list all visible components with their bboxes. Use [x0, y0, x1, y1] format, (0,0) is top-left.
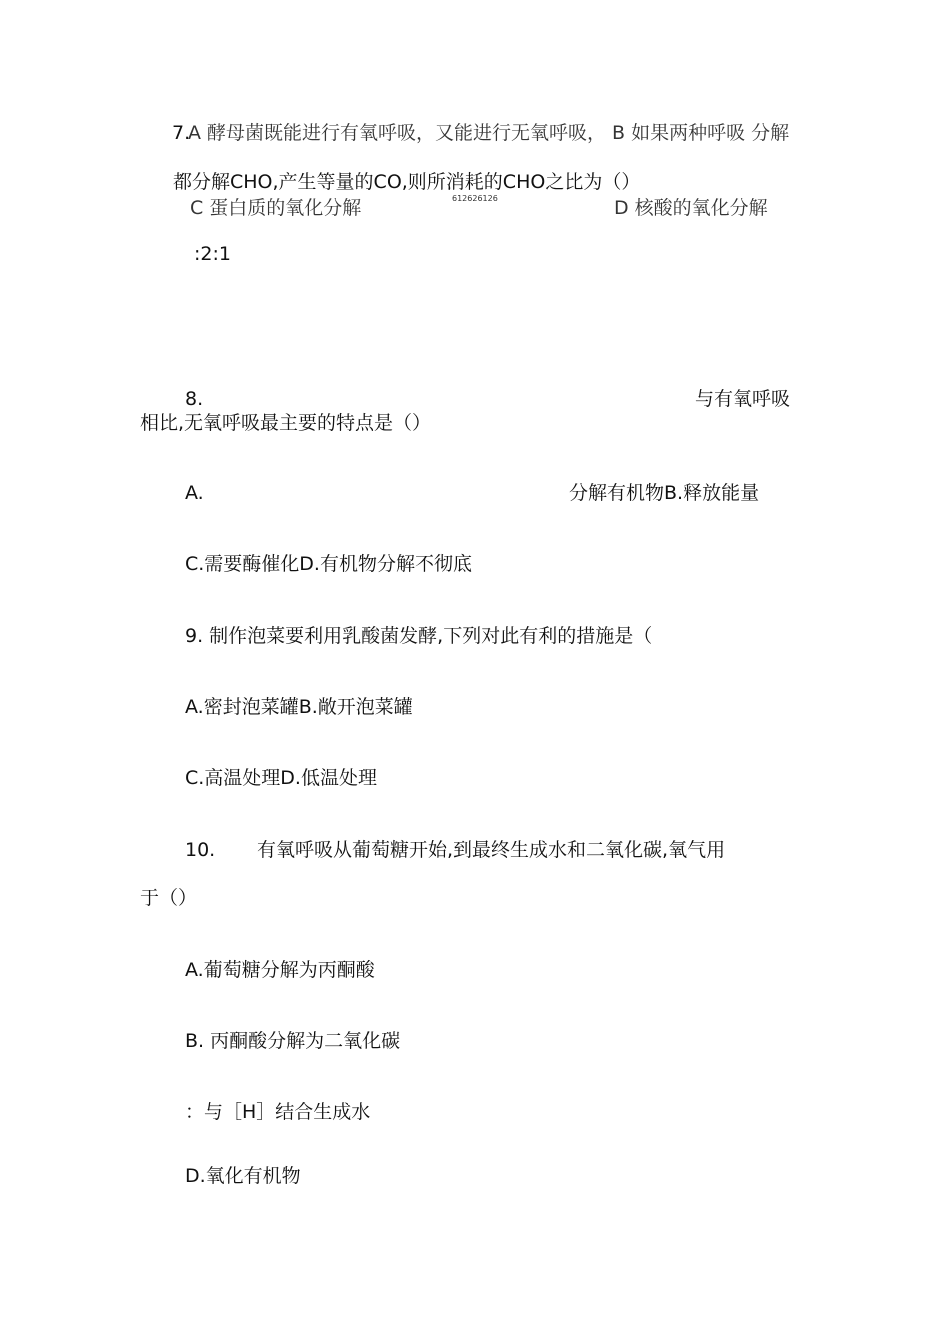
q10-stem: 有氧呼吸从葡萄糖开始,到最终生成水和二氧化碳,氧气用	[257, 839, 726, 861]
q7-line2: 都分解CHO,产生等量的CO,则所消耗的CHO之比为（）	[173, 171, 641, 193]
q10-option-a: A.葡萄糖分解为丙酮酸	[185, 959, 375, 981]
q8-number: 8.	[185, 388, 204, 410]
q10-stem-line2: 于（）	[140, 887, 198, 909]
q8-stem-line2: 相比,无氧呼吸最主要的特点是（）	[140, 412, 432, 434]
q10-option-d: D.氧化有机物	[185, 1165, 301, 1187]
q7-ratio-fragment: :2:1	[194, 243, 231, 265]
q8-option-a-b: 分解有机物B.释放能量	[569, 482, 760, 504]
q7-line1-overlay-b: B 如果两种呼吸 分解	[612, 122, 790, 144]
q8-stem-right: 与有氧呼吸	[695, 388, 791, 410]
q10-option-c: ：与［H］结合生成水	[185, 1101, 371, 1123]
q10-option-b: B. 丙酮酸分解为二氧化碳	[185, 1030, 401, 1052]
q7-option-d-overlay: D 核酸的氧化分解	[614, 197, 768, 219]
q7-number: 7.	[172, 122, 191, 144]
q10-number: 10.	[185, 839, 216, 861]
q9-option-c-d: C.高温处理D.低温处理	[185, 767, 377, 789]
q8-option-c-d: C.需要酶催化D.有机物分解不彻底	[185, 553, 472, 575]
q9-stem: 9. 制作泡菜要利用乳酸菌发酵,下列对此有利的措施是（	[185, 625, 653, 647]
q9-option-a-b: A.密封泡菜罐B.敞开泡菜罐	[185, 696, 413, 718]
q7-option-c-overlay: C 蛋白质的氧化分解	[190, 197, 362, 219]
q8-option-a-label: A.	[185, 482, 204, 504]
q7-line1-overlay-a: A 酵母菌既能进行有氧呼吸，又能进行无氧呼吸，	[188, 122, 607, 144]
page-number: 612626126	[452, 194, 498, 203]
